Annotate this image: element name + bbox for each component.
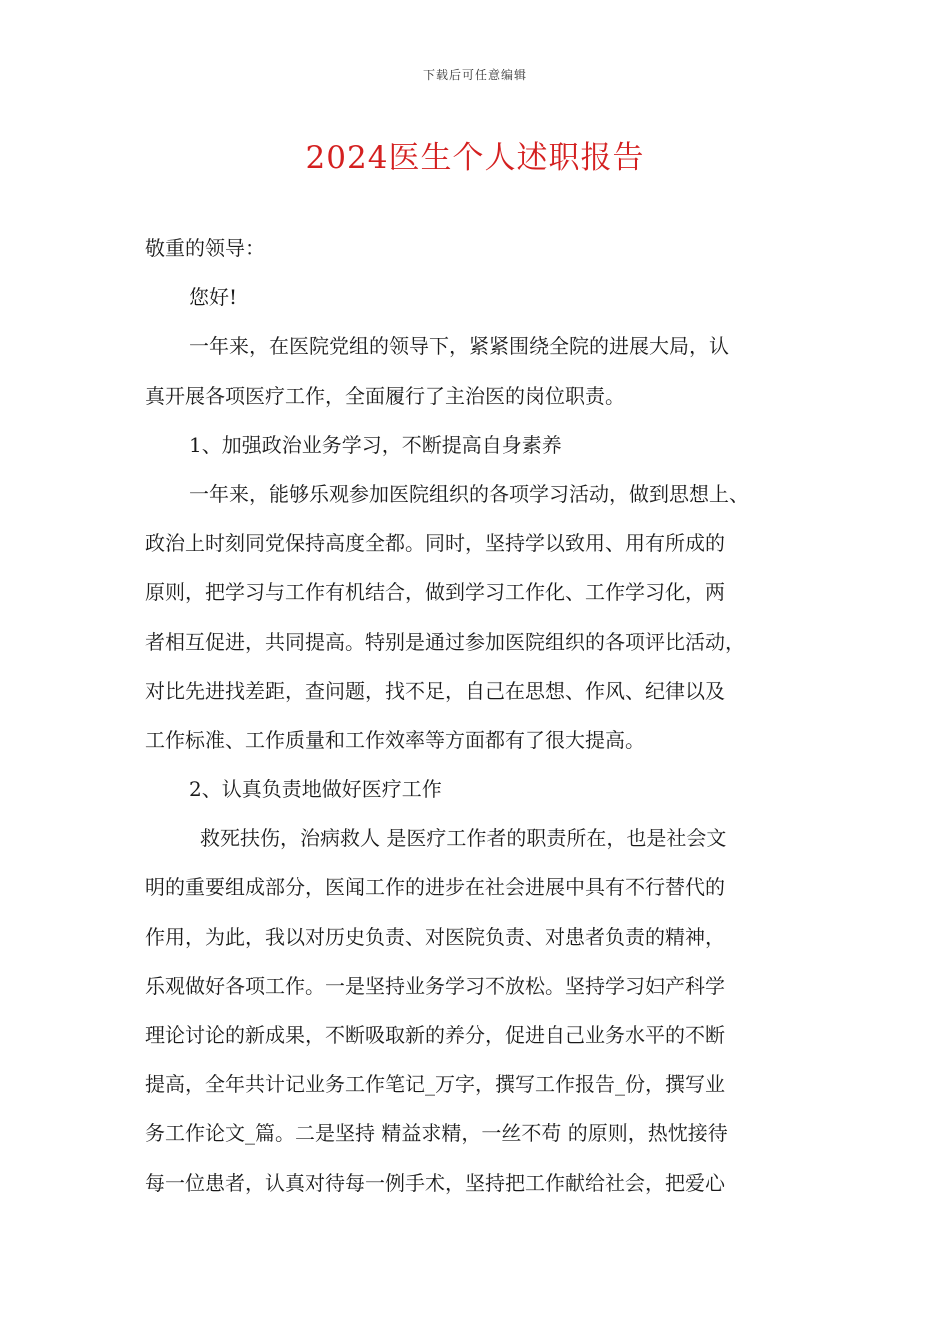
section-heading: 1、加强政治业务学习，不断提高自身素养 <box>189 432 562 457</box>
paragraph-line: 一年来，在医院党组的领导下，紧紧围绕全院的进展大局，认 <box>189 334 729 359</box>
greeting-line: 您好! <box>189 285 238 310</box>
document-body <box>145 224 810 1208</box>
paragraph-line: 作用，为此，我以对历史负责、对医院负责、对患者负责的精神， <box>145 924 725 949</box>
salutation-line: 敬重的领导： <box>145 236 265 260</box>
paragraph-line: 救死扶伤，治病救人 是医疗工作者的职责所在，也是社会文 <box>200 826 727 851</box>
paragraph-line: 乐观做好各项工作。一是坚持业务学习不放松。坚持学习妇产科学 <box>145 973 725 998</box>
document-title: 2024医生个人述职报告 <box>305 140 645 176</box>
paragraph-line: 理论讨论的新成果，不断吸取新的养分，促进自己业务水平的不断 <box>145 1023 725 1047</box>
paragraph-line: 一年来，能够乐观参加医院组织的各项学习活动，做到思想上、 <box>189 481 749 506</box>
section-heading: 2、认真负责地做好医疗工作 <box>189 777 442 802</box>
paragraph-line: 政治上时刻同党保持高度全都。同时，坚持学以致用、用有所成的 <box>145 531 725 556</box>
paragraph-line: 明的重要组成部分，医闻工作的进步在社会进展中具有不行替代的 <box>145 875 725 900</box>
paragraph-line: 真开展各项医疗工作，全面履行了主治医的岗位职责。 <box>145 383 625 408</box>
paragraph-line: 每一位患者，认真对待每一例手术，坚持把工作献给社会，把爱心 <box>145 1170 725 1195</box>
header-note: 下载后可任意编辑 <box>422 68 527 82</box>
paragraph-line: 原则，把学习与工作有机结合，做到学习工作化、工作学习化，两 <box>145 580 725 605</box>
paragraph-line: 者相互促进，共同提高。特别是通过参加医院组织的各项评比活动， <box>145 629 745 654</box>
paragraph-line: 提高，全年共计记业务工作笔记_万字，撰写工作报告_份，撰写业 <box>145 1072 725 1097</box>
paragraph-line: 务工作论文_篇。二是坚持 精益求精，一丝不苟 的原则，热忱接待 <box>145 1121 728 1146</box>
paragraph-line: 工作标准、工作质量和工作效率等方面都有了很大提高。 <box>145 727 645 752</box>
paragraph-line: 对比先进找差距，查问题，找不足，自己在思想、作风、纪律以及 <box>145 678 725 703</box>
